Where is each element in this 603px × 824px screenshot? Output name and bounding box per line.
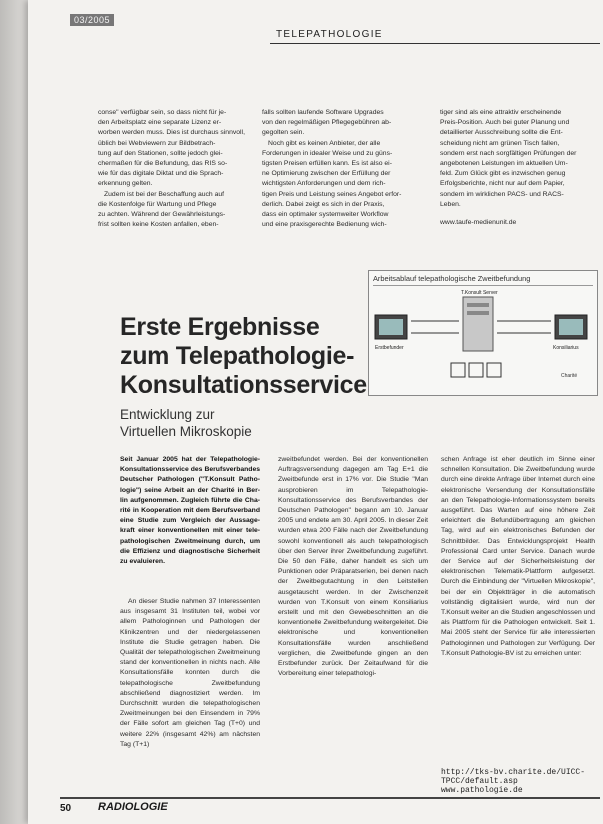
text-line: detaillierter Ausschreibung sollte die Ent- (440, 129, 563, 137)
text-line: sondern im wirklichen PACS- und RACS- (440, 190, 564, 198)
text-line: scheidung nicht am grünen Tisch fallen, (440, 139, 560, 147)
top-column-1 (98, 108, 248, 230)
text-line: von den regelmäßigen Pflegegebühren ab- (262, 119, 392, 127)
text-line: gegolten sein. (262, 129, 305, 137)
text-line: conse" verfügbar sein, so dass nicht für je- (98, 109, 227, 116)
text-line: dass ein optimaler systemweiter Workflow (262, 211, 389, 219)
text-line: und eine praxisgerechte Bedienung wich- (262, 221, 387, 229)
text-line: Preis-Position. Auch bei guter Planung und (440, 119, 570, 127)
text-line: tigsten Preisen erfüllen kann. Es ist also ei- (262, 160, 392, 168)
text-line: wichtigsten Anforderungen und dem rich- (262, 180, 386, 188)
text-line: wie für das digitale Diktat und die Sprach- (98, 170, 224, 178)
text-line: erkennung gelten. (98, 180, 153, 188)
top-url[interactable]: www.taufe-medienunit.de (440, 219, 517, 227)
slide-icon (487, 363, 501, 377)
title-line: zum Telepathologie- (120, 342, 355, 370)
header-rule (270, 43, 600, 44)
slide-icon (451, 363, 465, 377)
issue-label: 03/2005 (70, 14, 114, 26)
text-line: den Arbeitsplatz eine separate Lizenz er- (98, 119, 222, 127)
right-label: Konsiliarius (553, 345, 579, 351)
text-line: Zudem ist bei der Beschaffung auch auf (104, 190, 225, 198)
text-line: zu achten. Während der Gewährleistungs- (98, 211, 226, 219)
article-subtitle (120, 406, 320, 440)
text-line: frist sollten keine Kosten anfallen, eben- (98, 221, 219, 229)
text-line: angebotenen Leistungen im aktuellen Um- (440, 160, 568, 168)
title-line: Konsultationsservice (120, 371, 367, 399)
text-line: üblich bei Webviewern zur Bildbetrach- (98, 139, 216, 147)
body-column-1: An dieser Studie nahmen 37 Interessenten aus insgesamt 31 Instituten teil, wobei vor allem Pathologinnen und Pathologen der Klinikzentren und der niedergelassenen Institute die Studie getragen haben. Die Qualität der telepathologischen Zweitmeinung stand der konventionellen in nichts nach. Alle Konsultationsfälle konnten durch die telepathologische Zweitbefundung abschließend diagnostiziert werden. Im Durchschnitt wurden die telepathologischen Zweitmeinungen bei den Einsendern in 79% der Fälle sofort am gleichen Tag (T+0) und weitere 22% (insgesamt 42%) am nächsten Tag (T+1) (120, 598, 260, 748)
figure-caption: Arbeitsablauf telepathologische Zweitbefundung (373, 274, 593, 286)
text-line: tigen Preis und Leistung seines Angebot erfor- (262, 190, 402, 198)
text-line: ne Optimierung zwischen der Erfüllung der (262, 170, 391, 178)
text-line: sondern erst nach sorgfältigen Prüfungen der (440, 149, 577, 157)
text-line: derlich. Dabei zeigt es sich in der Praxis, (262, 200, 385, 208)
subtitle-line: Entwicklung zur (120, 407, 215, 422)
server-label: T.Konsult Server (461, 290, 498, 296)
url-line: http://tks-bv.charite.de/UICC- (441, 768, 586, 777)
top-column-2 (262, 108, 422, 230)
text-line: Forderungen in idealer Weise und zu güns- (262, 149, 393, 157)
contact-urls[interactable] (441, 768, 603, 795)
text-line: Noch gibt es keinen Anbieter, der alle (268, 139, 381, 147)
lead-paragraph: Seit Januar 2005 hat der Telepathologie-Konsultationsservice des Berufsverbandes Deutscher Pathologen ("T.Konsult Patho-logie") seine Arbeit an der Charité in Ber-lin aufgenommen. Zugleich führte die Cha-rité in Kooperation mit dem Berufsverband eine Studie zum Vergleich der Aussage-kraft einer konventionellen mit einer tele-pathologischen Zweitmeinung durch, um die Effizienz und diagnostische Sicherheit zu evaluieren. (120, 456, 260, 566)
subtitle-line: Virtuellen Mikroskopie (120, 424, 252, 439)
left-label: Erstbefunder (375, 345, 404, 351)
url-line: TPCC/default.asp www.pathologie.de (441, 777, 523, 795)
text-line: worben werden muss. Dies ist durchaus sinnvoll, (98, 129, 245, 137)
text-line: tung auf den Stationen, sollte jedoch glei- (98, 149, 223, 157)
workflow-figure (368, 270, 598, 396)
section-header: TELEPATHOLOGIE (276, 29, 383, 40)
body-column-2: zweitbefundet werden. Bei der konventionellen Auftragsversendung dagegen am Tag E+1 die Zweitbefunde erst in 17% vor. Die Studie "Man ausprobieren im Telepathologie-Konsultationsservice des Berufsverbandes der Deutschen Pathologen" begann am 10. Januar 2005 und endete am 30. April 2005. In dieser Zeit wurden etwa 200 Fälle nach der Zweitbefundung sowohl konventionell als auch telepathologisch über den Server ihrer Zweitbefundung zugeführt. Die 50 den Fälle, daher handelt es sich um Punktionen oder Präparatserien, bei denen nach der Zweitbegutachtung in den Leitstellen ausgetauscht werden. In der Zwischenzeit wurden von T.Konsult von einem Konsiliarius erstellt und mit den Gewebeschnitten an die konventionelle Zweitbefundung weitergeleitet. Die elektronische und konventionellen Konsultationsfälle wurden anschließend verglichen, die Zweitbefunde gingen an den Erstbefunder zurück. Der Zeitaufwand für die Vorbereitung einer telepathologi- (278, 456, 428, 678)
footer-rule (60, 797, 600, 799)
text-line: falls sollten laufende Software Upgrades (262, 109, 384, 116)
figure-logo: Charité (561, 373, 578, 379)
workflow-diagram (369, 289, 597, 395)
body-column-3: schen Anfrage ist eher deutlich im Sinne einer schnellen Konsultation. Die Zweitbefundung wurde durch eine direkte Anfrage über Internet durch eine elektronische Versendung der Konsultationsfälle an den Telepathologie-Informationssystem bereits ausgeführt. Das Warten auf eine höhere Zeit erleichtert die Befundübertragung am gleichen Tag, wird auf ein elektronisches Befunden der Schnittbilder. Das Entwicklungsprojekt Health Professional Card unter Service. Danach wurde der Service auf der Sicherheitsleistung der elektronischen Telematik-Plattform aufgesetzt. Durch die Einbindung der "Virtuellen Mikroskopie", bei der ein Objektträger in die automatisch vollständig digitalisiert wurde, wird nun der T.Konsult weiter an die Studien angeschlossen und als Plattform für die Pathologen entwickelt. Seit 1. Mai 2005 steht der Service für alle interessierten Pathologinnen und Pathologen zur Verfügung. Der T.Konsult Pathologie-BV ist zu erreichen unter: (441, 456, 595, 657)
text-line: Leben. (440, 200, 461, 208)
page-number: 50 (60, 803, 72, 814)
article-title (120, 313, 390, 400)
top-column-3 (440, 108, 596, 228)
title-line: Erste Ergebnisse (120, 313, 320, 341)
text-line: tiger sind als eine attraktiv erscheinende (440, 109, 562, 116)
magazine-logo: RADIOLOGIE (98, 801, 168, 813)
text-line: die Kostenfolge für Wartung und Pflege (98, 200, 217, 208)
slide-icon (469, 363, 483, 377)
text-line: feld. Zum Glück gibt es inzwischen genug (440, 170, 566, 178)
page-gutter (0, 0, 28, 824)
text-line: Erfolgsberichte, nicht nur auf dem Papier, (440, 180, 565, 188)
text-line: chermaßen für die Befundung, das RIS so- (98, 160, 228, 168)
